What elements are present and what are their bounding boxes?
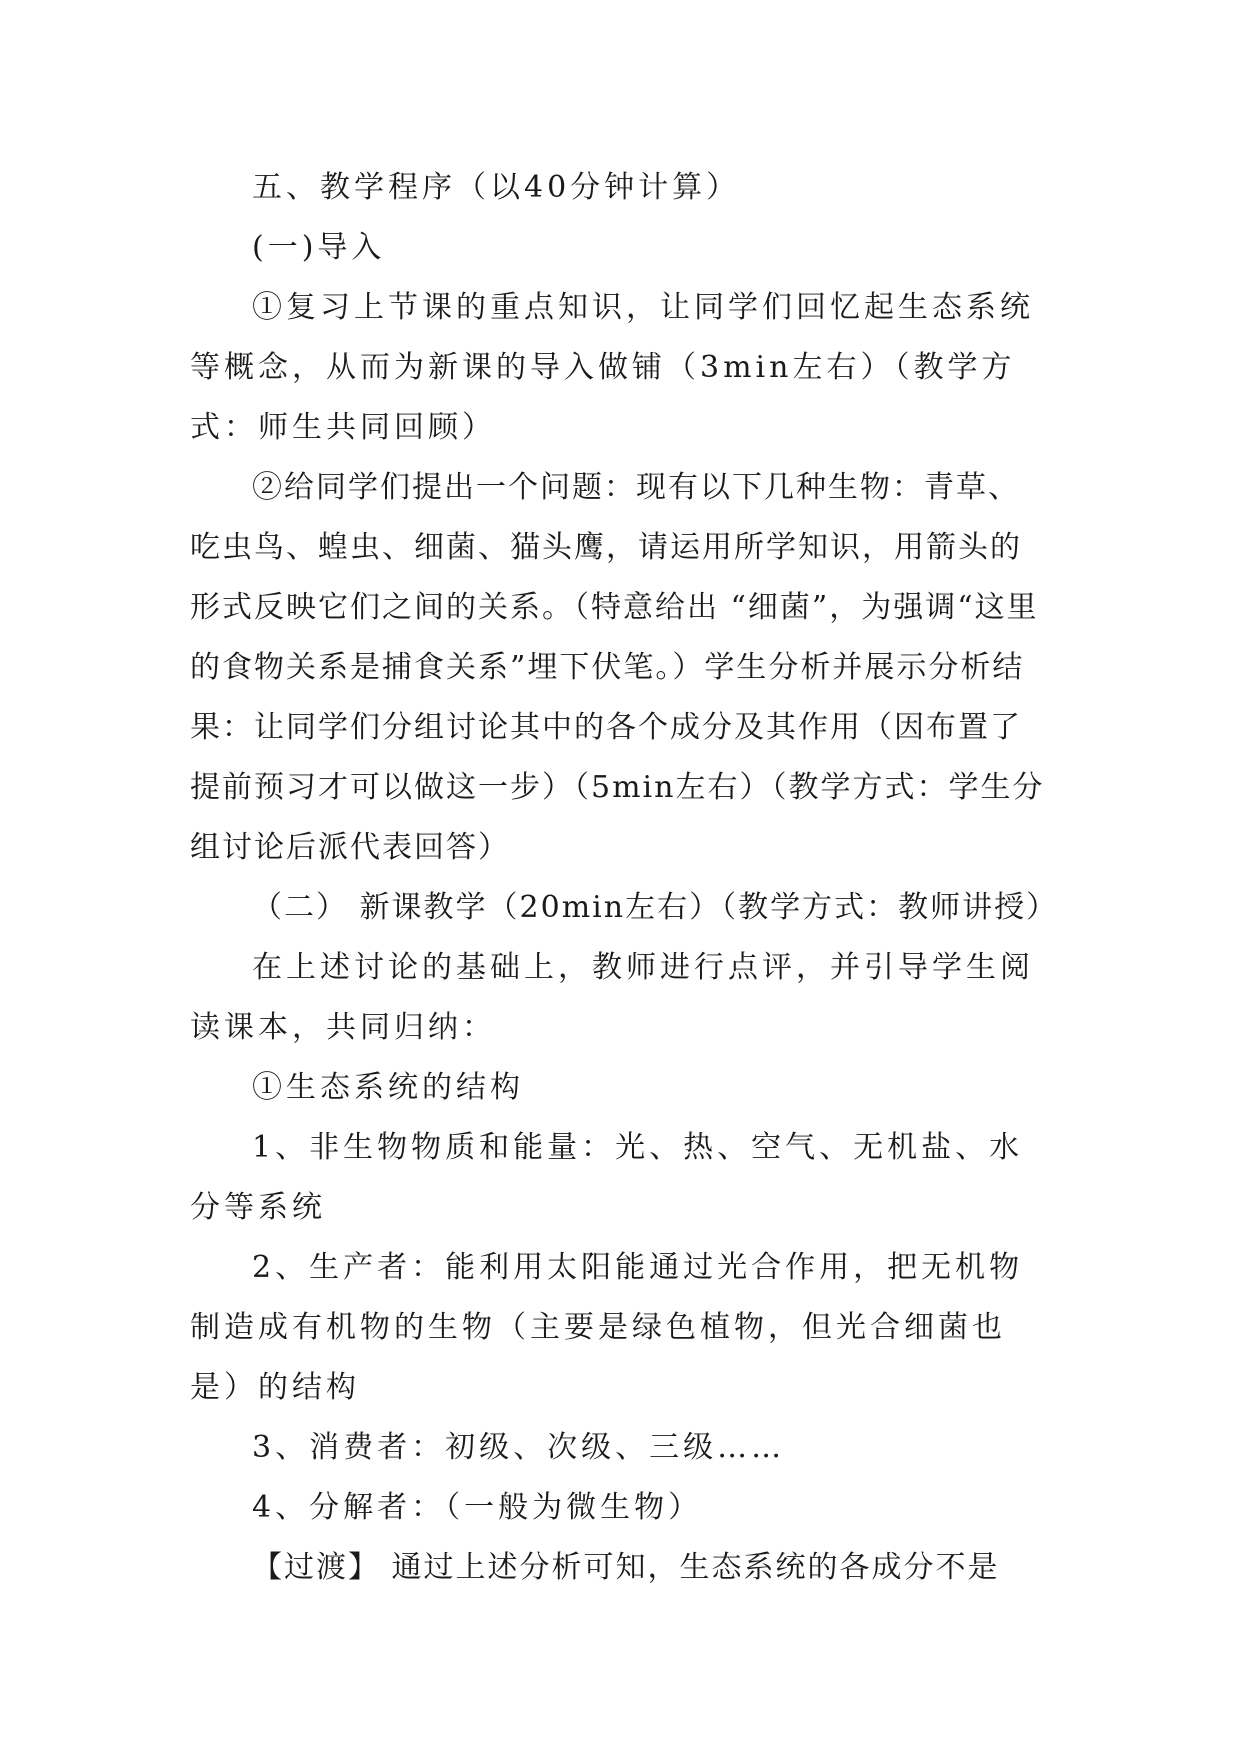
paragraph-question: ②给同学们提出一个问题：现有以下几种生物：青草、吃虫鸟、蝗虫、细菌、猫头鹰，请运用所学知识，用箭头的形式反映它们之间的关系。（特意给出 “细菌”，为强调“这里的食物关系是捕食关系”埋下伏笔。）学生分析并展示分析结果：让同学们分组讨论其中的各个成分及其作用（因布置了提前预习才可以做这一步）（5min左右）（教学方式：学生分组讨论后派代表回答） [190,470,1045,865]
paragraph-discussion: 在上述讨论的基础上，教师进行点评，并引导学生阅读课本，共同归纳： [190,950,1034,1045]
paragraph-transition: 【过渡】 通过上述分析可知，生态系统的各成分不是 [252,1550,1000,1585]
list-item-abiotic: 1、非生物物质和能量：光、热、空气、无机盐、水分等系统 [190,1130,1024,1225]
section-heading: 五、教学程序（以40分钟计算） [252,170,741,205]
list-item-decomposers: 4、分解者：（一般为微生物） [252,1490,703,1525]
list-heading-structure: ①生态系统的结构 [252,1070,524,1105]
paragraph-review: ①复习上节课的重点知识，让同学们回忆起生态系统等概念，从而为新课的导入做铺（3min左右）（教学方式：师生共同回顾） [190,290,1034,445]
list-item-producers: 2、生产者：能利用太阳能通过光合作用，把无机物制造成有机物的生物（主要是绿色植物，但光合细菌也是）的结构 [190,1250,1024,1405]
document-body [190,158,1059,1598]
subsection-heading-new-lesson: （二） 新课教学（20min左右）（教学方式：教师讲授） [252,890,1059,925]
subsection-heading-intro: (一)导入 [252,230,386,265]
list-item-consumers: 3、消费者：初级、次级、三级…… [252,1430,786,1465]
